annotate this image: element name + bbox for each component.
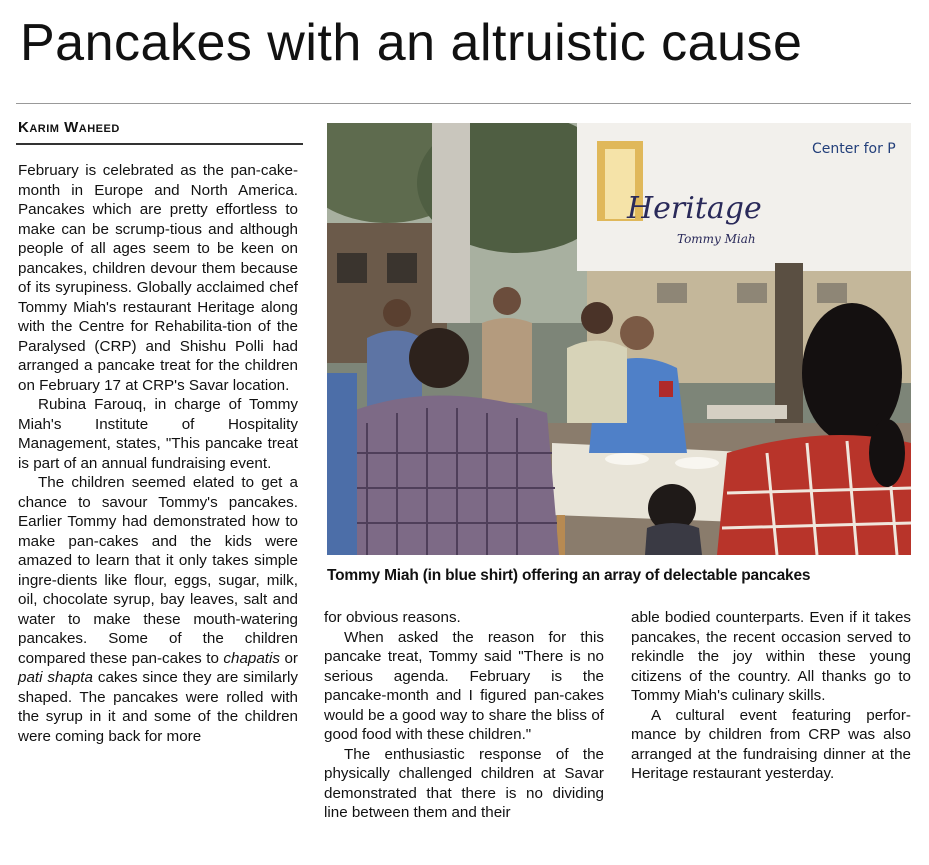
article-column-3 bbox=[631, 608, 911, 784]
paragraph: February is celebrated as the pan-cake-month in Europe and North America. Pancakes which are pretty effortless to make can be scrump-tious and although people of all ages seem to be keen on pancakes, children devour them because of its syrupiness. Globally acclaimed chef Tommy Miah's restaurant Heritage along with the Centre for Rehabilita-tion of the Paralysed (CRP) and Shishu Polli had arranged a pancake treat for the children on February 17 at CRP's Savar location. bbox=[18, 162, 298, 394]
article-column-1 bbox=[18, 161, 298, 746]
headline: Pancakes with an altruistic cause bbox=[20, 14, 803, 72]
photo-caption: Tommy Miah (in blue shirt) offering an array of delectable pancakes bbox=[327, 567, 811, 584]
paragraph: Rubina Farouq, in charge of Tommy Miah's Institute of Hospitality Management, states, "This pancake treat is part of an annual fundraising event. bbox=[18, 396, 298, 472]
paragraph: for obvious reasons. bbox=[324, 609, 461, 626]
paragraph: able bodied counterparts. Even if it takes pancakes, the recent occasion served to rekindle the joy within these young citizens of the country. All thanks go to Tommy Miah's culinary skills. bbox=[631, 609, 911, 704]
headline-divider bbox=[16, 103, 911, 104]
paragraph: When asked the reason for this pancake treat, Tommy said "There is no serious agenda. February is the pancake-month and I figured pan-cakes would be a good way to share the bliss of good food with these children." bbox=[324, 628, 604, 743]
italic-term: pati shapta bbox=[18, 669, 93, 686]
italic-term: chapatis bbox=[223, 649, 280, 667]
text-run: or bbox=[284, 649, 298, 667]
paragraph: The enthusiastic response of the physically challenged children at Savar demonstrated that there is no dividing line between them and their bbox=[324, 745, 604, 821]
paragraph: A cultural event featuring perfor-mance by children from CRP was also arranged at the fundraising dinner at the Heritage restaurant yesterday. bbox=[631, 706, 911, 782]
text-run: The children seemed elated to get a chance to savour Tommy's pancakes. Earlier Tommy had demonstrated how to make pan-cakes and the kids were amazed to learn that it only takes simple ingre-dients like flour, eggs, sugar, milk, oil, chocolate syrup, bay leaves, salt and water to make these mouth-watering pancakes. Some of the children compared these pan-cakes to bbox=[18, 474, 298, 667]
byline-divider bbox=[16, 143, 303, 145]
article-photo bbox=[327, 123, 911, 555]
banner-title: Heritage bbox=[627, 191, 762, 226]
text-run: cakes since they are similarly shaped. The pancakes were rolled with the syrup in it and some of the children were coming back for more bbox=[18, 669, 298, 745]
banner-subtitle: Tommy Miah bbox=[677, 232, 756, 246]
article-column-2 bbox=[324, 608, 604, 823]
paragraph bbox=[18, 473, 298, 746]
byline: Karim Waheed bbox=[18, 119, 120, 136]
banner-corner-text: Center for P bbox=[812, 141, 896, 157]
photo-illustration bbox=[327, 123, 911, 555]
